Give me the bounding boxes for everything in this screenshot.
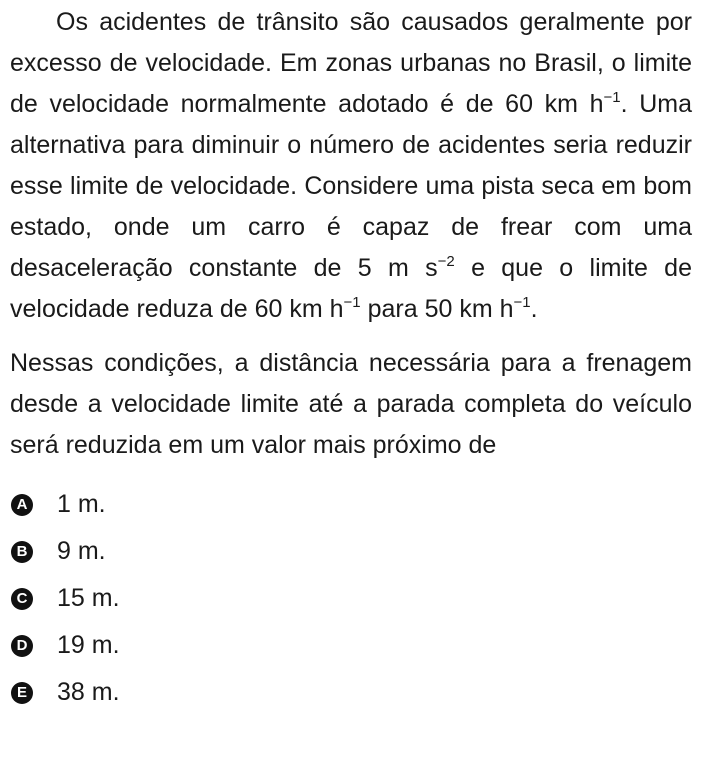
superscript-exponent: −2 (437, 252, 455, 270)
option-text[interactable]: 38 m. (57, 678, 120, 706)
option-text[interactable]: 9 m. (57, 537, 106, 565)
option-text[interactable]: 15 m. (57, 584, 120, 612)
answer-option-c[interactable] (10, 575, 692, 622)
answer-option-a[interactable] (10, 481, 692, 528)
question-text-part-3: e que o limite de velocidade reduza de 60 km h (10, 254, 692, 323)
question-text-part-5: . (530, 295, 538, 323)
option-letter-badge[interactable]: B (11, 541, 33, 563)
answer-option-d[interactable] (10, 622, 692, 669)
option-letter-badge[interactable]: E (11, 682, 33, 704)
answer-option-b[interactable] (10, 528, 692, 575)
option-letter-badge[interactable]: D (11, 635, 33, 657)
question-text-part-4: para 50 km h (360, 295, 514, 323)
question-text-part-2: . Uma alternativa para diminuir o número de acidentes seria reduzir esse limite de velocidade. Considere uma pista seca em bom estado, onde um carro é capaz de frear com uma desaceleração constante de 5 m s (10, 90, 692, 282)
option-text[interactable]: 1 m. (57, 490, 106, 518)
question-paragraph-1 (10, 0, 692, 330)
question-paragraph-2: Nessas condições, a distância necessária para a frenagem desde a velocidade limite até a parada completa do veículo será reduzida em um valor mais próximo de (10, 349, 692, 459)
answer-option-e[interactable] (10, 669, 692, 716)
question-text-part-1: Os acidentes de trânsito são causados geralmente por excesso de velocidade. Em zonas urbanas no Brasil, o limite de velocidade normalmente adotado é de 60 km h (10, 8, 692, 118)
option-letter-badge[interactable]: A (11, 494, 33, 516)
superscript-exponent: −1 (513, 293, 531, 311)
option-text[interactable]: 19 m. (57, 631, 120, 659)
superscript-exponent: −1 (603, 88, 621, 106)
superscript-exponent: −1 (343, 293, 361, 311)
answer-options-list (10, 481, 692, 716)
option-letter-badge[interactable]: C (11, 588, 33, 610)
